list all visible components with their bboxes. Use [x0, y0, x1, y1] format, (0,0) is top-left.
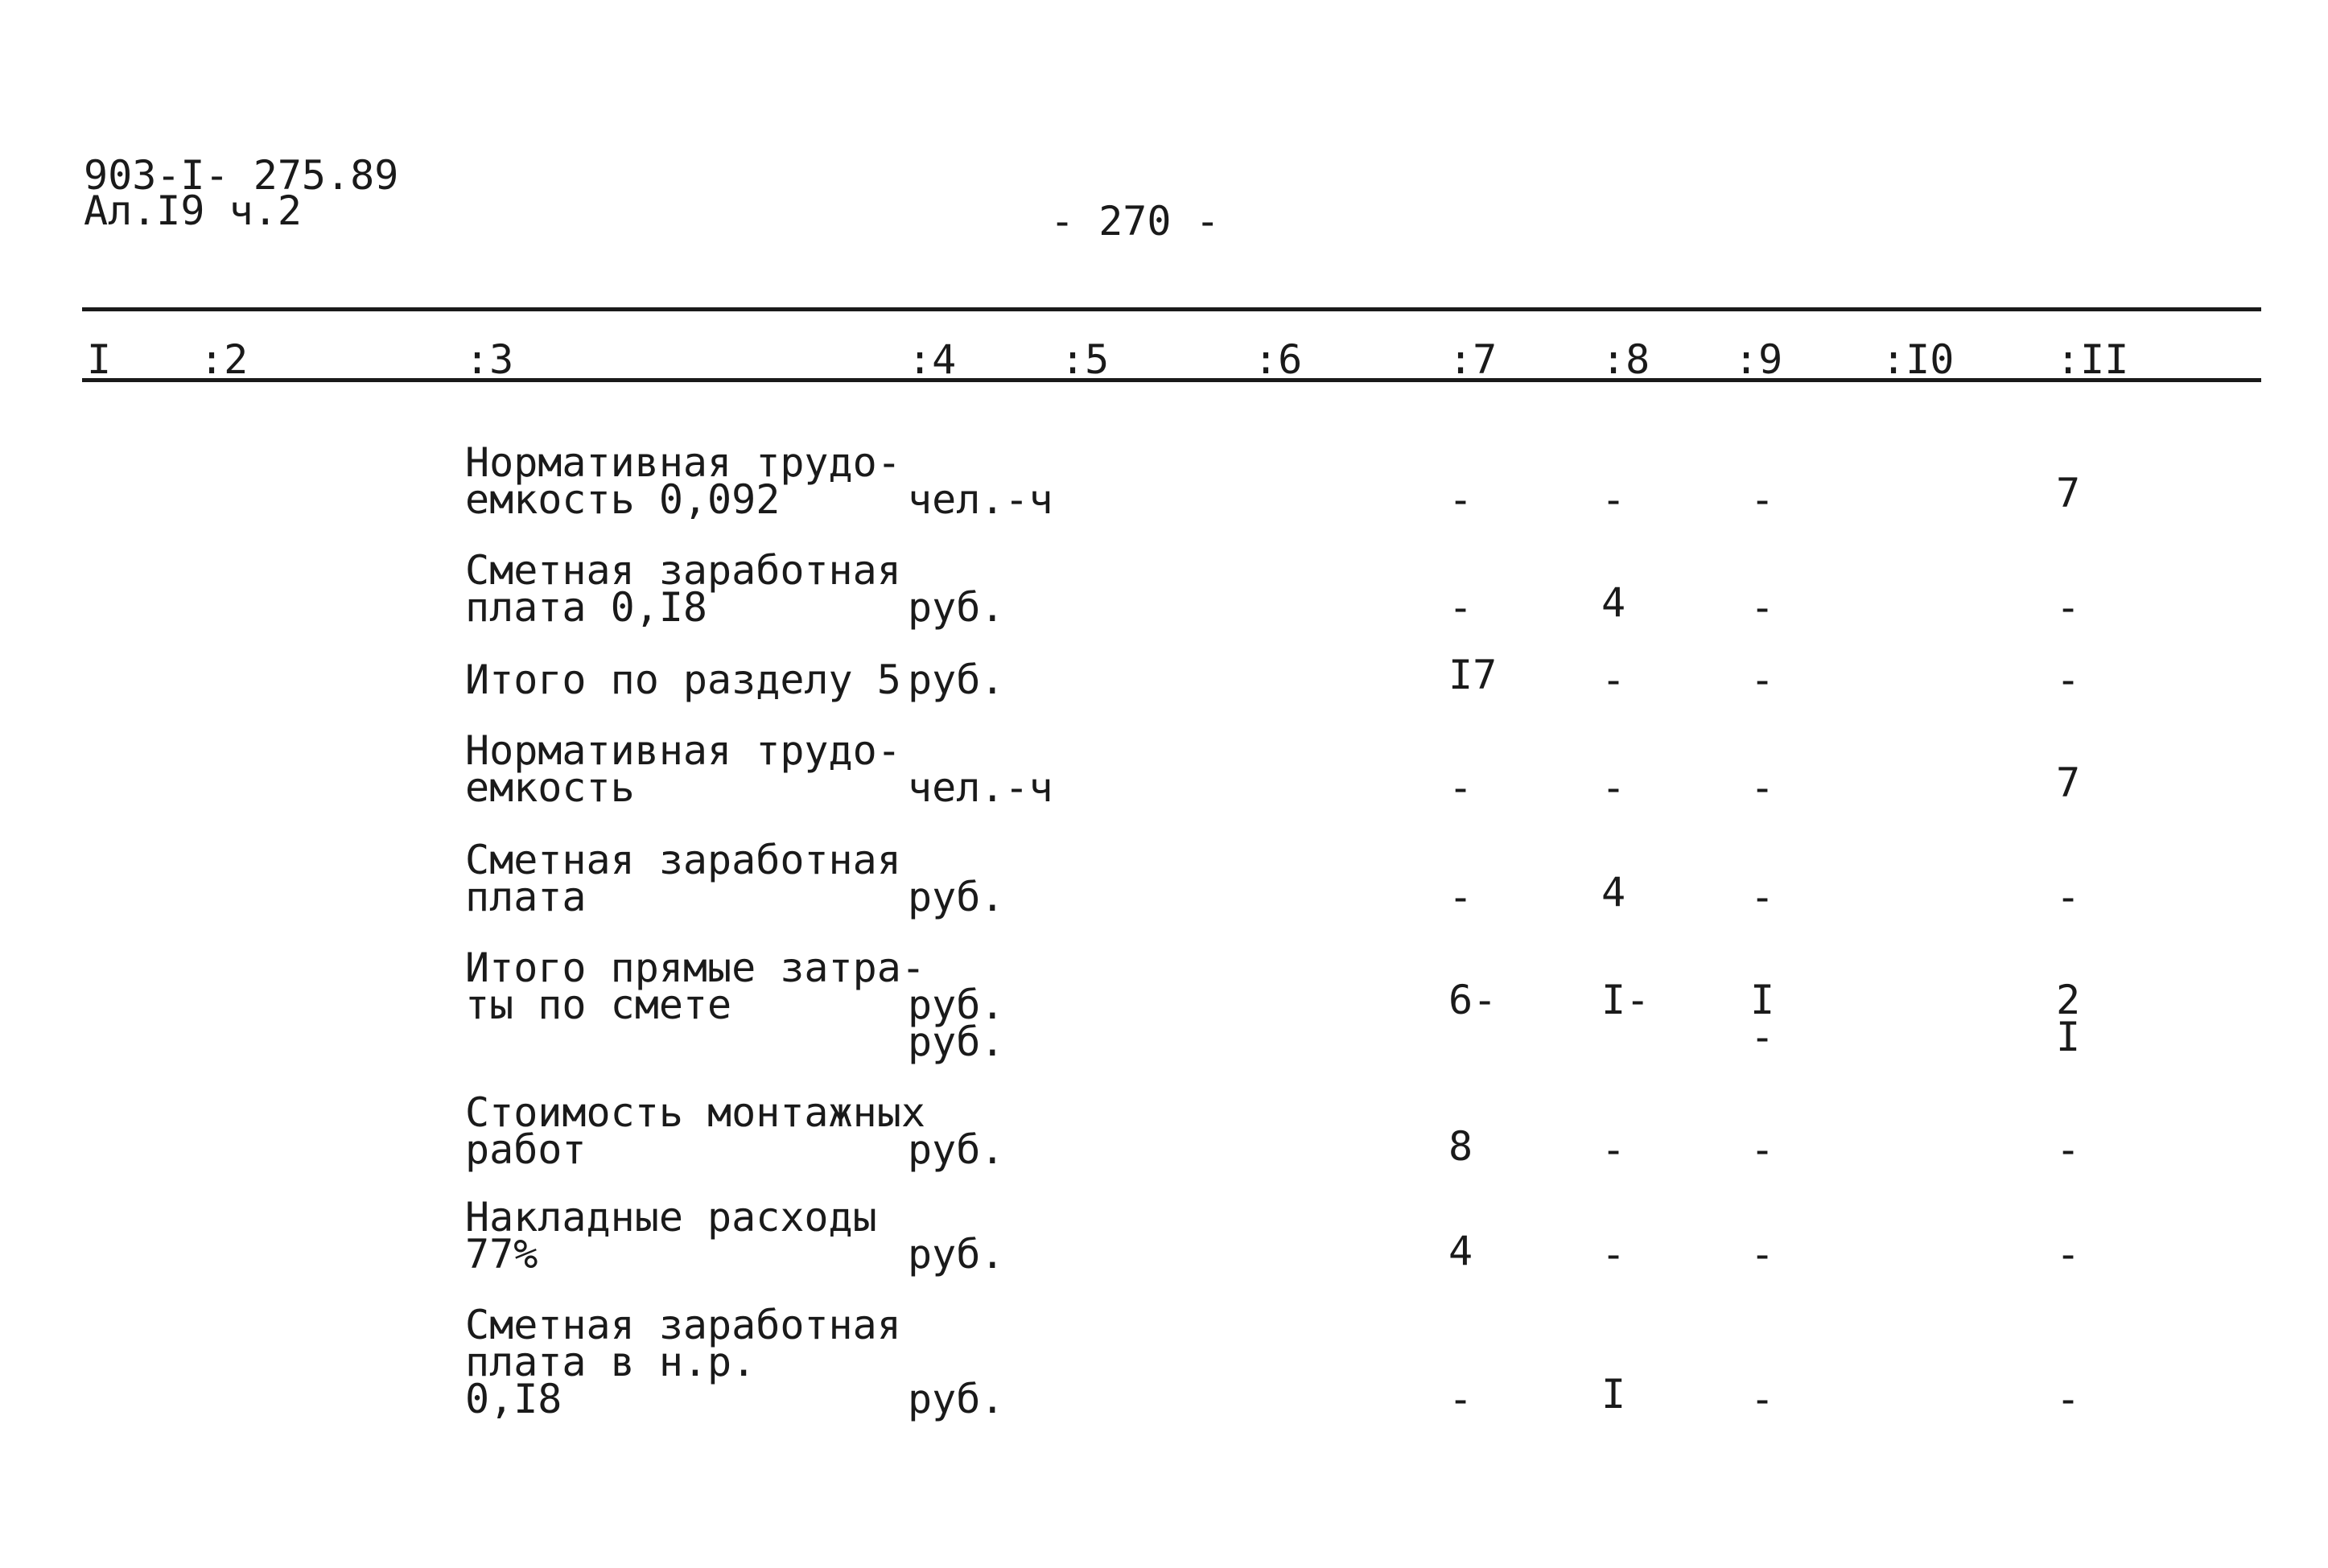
row-col9: - [1750, 584, 1775, 631]
row-col9: - [1750, 1376, 1775, 1422]
row-col8: 4 [1601, 579, 1626, 626]
row-col11: 7 [2056, 470, 2081, 516]
col-header-10: :I0 [1881, 336, 1955, 383]
row-col7: 4 [1448, 1228, 1473, 1274]
row-unit: чел.-ч [908, 764, 1053, 811]
row-unit: руб. [908, 656, 1005, 703]
row-description: Нормативная трудо- емкость 0,092 [465, 439, 901, 523]
row-description: Итого по разделу 5 [465, 656, 901, 703]
row-description: Стоимость монтажных работ [465, 1089, 925, 1173]
col-header-3: :3 [465, 336, 514, 383]
row-description: Сметная заработная плата 0,I8 [465, 547, 901, 631]
row-col11: - [2056, 656, 2081, 703]
row-col9: - [1750, 656, 1775, 703]
row-col8: - [1601, 1231, 1626, 1278]
row-col11: - [2056, 1376, 2081, 1422]
row-unit: руб. [908, 1231, 1005, 1278]
row-col8: - [1601, 1126, 1626, 1173]
row-col7: - [1448, 1376, 1473, 1422]
row-unit: руб. [908, 874, 1005, 920]
col-header-9: :9 [1734, 336, 1783, 383]
row-col8: I- [1601, 977, 1650, 1023]
col-header-1: I [87, 336, 112, 383]
row-unit: руб. [908, 1376, 1005, 1422]
row-col11: - [2056, 1126, 2081, 1173]
row-col9: - [1750, 874, 1775, 920]
row-description: Сметная заработная плата [465, 837, 901, 920]
row-description: Накладные расходы 77% [465, 1194, 877, 1278]
row-col9: - [1750, 476, 1775, 523]
row-col11: - [2056, 874, 2081, 920]
row-col7: - [1448, 584, 1473, 631]
col-header-5: :5 [1061, 336, 1110, 383]
row-col11: 2 I [2056, 977, 2081, 1060]
col-header-11: :II [2056, 336, 2129, 383]
row-col7: - [1448, 874, 1473, 920]
row-unit: руб. [908, 584, 1005, 631]
row-col7: - [1448, 476, 1473, 523]
row-description: Сметная заработная плата в н.р. 0,I8 [465, 1302, 901, 1422]
document-code: 903-I- 275.89 [84, 152, 399, 199]
row-col8: - [1601, 476, 1626, 523]
row-unit: руб. руб. [908, 982, 1005, 1065]
row-description: Итого прямые затра- ты по смете [465, 945, 925, 1028]
row-col8: 4 [1601, 869, 1626, 916]
col-header-7: :7 [1448, 336, 1498, 383]
col-header-4: :4 [908, 336, 957, 383]
top-rule [82, 307, 2261, 311]
row-col7: I7 [1448, 652, 1498, 698]
row-description: Нормативная трудо- емкость [465, 727, 901, 811]
row-col7: 8 [1448, 1123, 1473, 1170]
row-col8: - [1601, 764, 1626, 811]
page-number: - 270 - [1050, 198, 1220, 245]
row-col8: - [1601, 656, 1626, 703]
row-col11: - [2056, 1231, 2081, 1278]
row-unit: руб. [908, 1126, 1005, 1173]
row-col11: 7 [2056, 759, 2081, 806]
row-col8: I [1601, 1371, 1626, 1418]
row-col9: - [1750, 1126, 1775, 1173]
row-col7: 6- [1448, 977, 1498, 1023]
row-col9: I - [1750, 977, 1775, 1060]
col-header-2: :2 [200, 336, 249, 383]
row-col9: - [1750, 764, 1775, 811]
row-col9: - [1750, 1231, 1775, 1278]
row-col11: - [2056, 584, 2081, 631]
col-header-8: :8 [1601, 336, 1650, 383]
col-header-6: :6 [1254, 336, 1303, 383]
row-col7: - [1448, 764, 1473, 811]
row-unit: чел.-ч [908, 476, 1053, 523]
sheet-label: Ал.I9 ч.2 [84, 187, 302, 234]
